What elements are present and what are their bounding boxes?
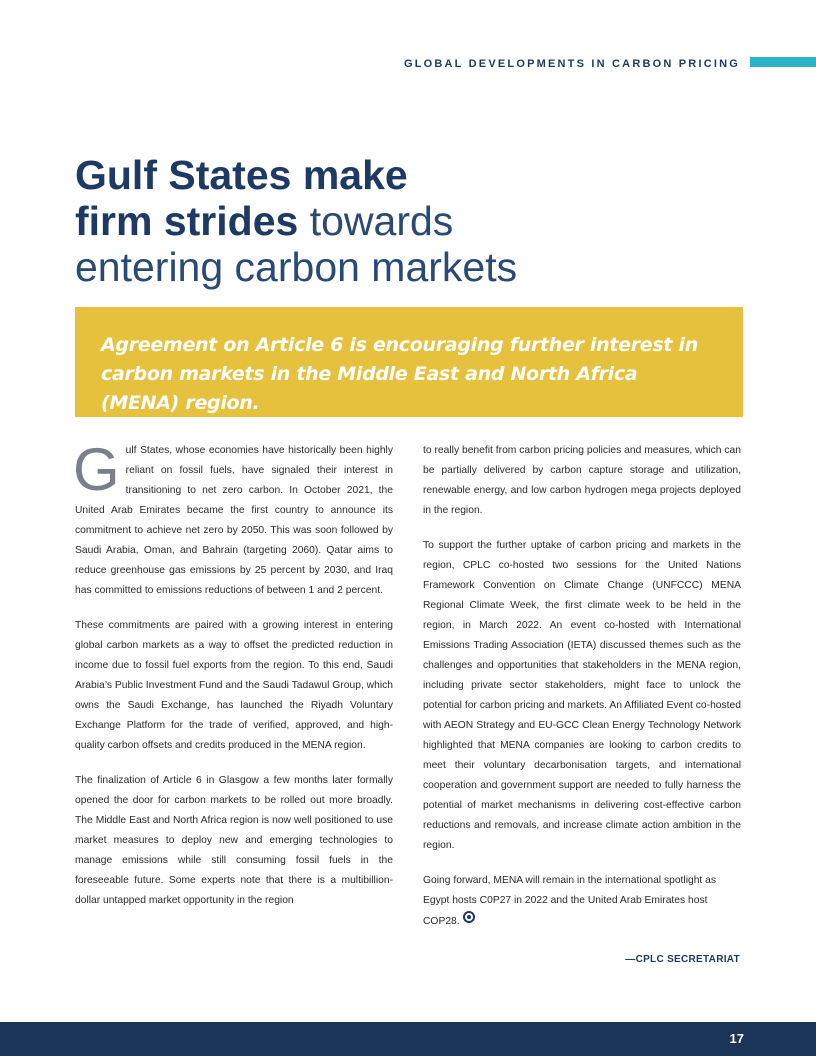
- end-mark-icon: [463, 911, 475, 923]
- body-column-right: [423, 441, 741, 947]
- attribution: —CPLC SECRETARIAT: [625, 954, 740, 965]
- footer-bar: [0, 1022, 816, 1056]
- paragraph-text: ulf States, whose economies have historically been highly reliant on fossil fuels, have signaled their interest in transitioning to net zero carbon. In October 2021, the United Arab Emirates became the first country to announce its commitment to achieve net zero by 2050. This was soon followed by Saudi Arabia, Oman, and Bahrain (targeting 2060). Qatar aims to reduce greenhouse gas emissions by 25 percent by 2030, and Iraq has committed to emissions reductions of between 1 and 2 percent.: [75, 445, 393, 596]
- title-light-line3: entering carbon markets: [75, 244, 518, 290]
- paragraph: [73, 436, 393, 601]
- section-label: GLOBAL DEVELOPMENTS IN CARBON PRICING: [403, 58, 740, 70]
- paragraph: To support the further uptake of carbon pricing and markets in the region, CPLC co-hosted two sessions for the United Nations Framework Convention on Climate Change (UNFCCC) MENA Regional Climate Week, the first climate week to be held in the region, in March 2022. An event co-hosted with International Emissions Trading Association (IETA) discussed themes such as the challenges and opportunities that stakeholders in the MENA region, including private sector stakeholders, might face to unlock the potential for carbon pricing and markets. An Affiliated Event co-hosted with AEON Strategy and EU-GCC Clean Energy Technology Network highlighted that MENA companies are looking to carbon credits to meet their voluntary decarbonisation targets, and international cooperation and government support are needed to fully harness the potential of market mechanisms in delivering cost-effective carbon reductions and removals, and increase climate action ambition in the region.: [423, 540, 741, 851]
- callout-box: [75, 307, 743, 417]
- paragraph: These commitments are paired with a growing interest in entering global carbon markets as a way to offset the predicted reduction in income due to fossil fuel exports from the region. To this end, Saudi Arabia’s Public Investment Fund and the Saudi Tadawul Group, which owns the Saudi Exchange, has launched the Riyadh Voluntary Exchange Platform for the trade of verified, approved, and high-quality carbon offsets and credits produced in the MENA region.: [75, 620, 393, 751]
- paragraph-text: Going forward, MENA will remain in the international spotlight as Egypt hosts C0P27 in 2022 and the United Arab Emirates host COP28.: [423, 875, 717, 927]
- paragraph: The finalization of Article 6 in Glasgow a few months later formally opened the door for carbon markets to be rolled out more broadly. The Middle East and North Africa region is now well positioned to use market measures to deploy new and emerging technologies to manage emissions while still consuming fossil fuels in the foreseeable future. Some experts note that there is a multibillion-dollar untapped market opportunity in the region: [75, 775, 393, 906]
- paragraph: to really benefit from carbon pricing policies and measures, which can be partially delivered by carbon capture storage and utilization, renewable energy, and low carbon hydrogen mega projects deployed in the region.: [423, 445, 741, 516]
- paragraph: [423, 871, 741, 932]
- title-light-part1: towards: [309, 198, 454, 244]
- drop-cap: G: [73, 436, 120, 503]
- article-title: [75, 152, 715, 290]
- title-bold-line2: firm strides: [75, 198, 299, 244]
- body-column-left: [73, 436, 393, 926]
- callout-text: Agreement on Article 6 is encouraging further interest in carbon markets in the Middle East and North Africa (MENA) region.: [101, 334, 698, 414]
- title-bold-line1: Gulf States make: [75, 152, 408, 198]
- page-number: 17: [729, 1031, 744, 1046]
- accent-bar: [750, 57, 816, 67]
